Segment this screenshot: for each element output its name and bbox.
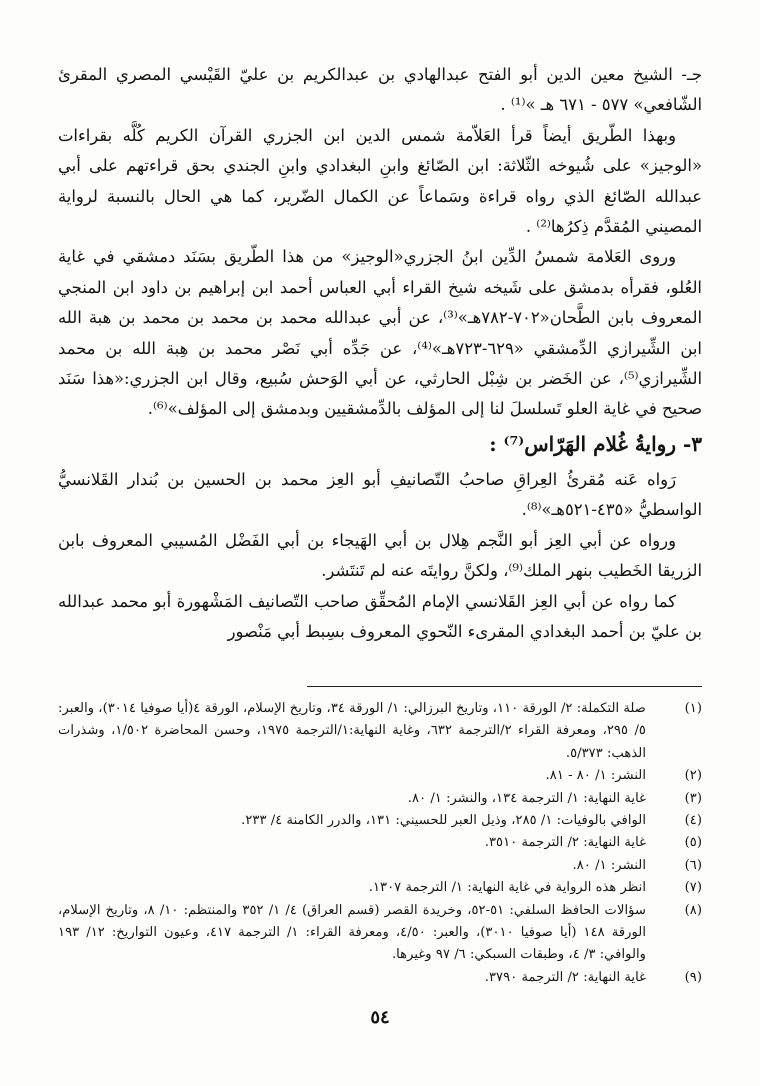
paragraph-6: كما رواه عن أبي العِز القَلانسي الإمام المُحقِّق صاحب التّصانيف المَشْهورة أبو محمد عبدالله بن عليّ بن أحمد البغدادي المقرىء النّحوي المعروف بسِبط أبي مَنْصور (58, 591, 702, 641)
paragraph-1: جـ- الشيخ معين الدين أبو الفتح عبدالهادي بن عبدالكريم بن عليّ القَيْسي المصري المقرئ الشّافعي» ٥٧٧ - ٦٧١ هـ »⁽¹⁾ . (58, 65, 702, 115)
footnote-separator (307, 686, 702, 687)
paragraph-3: وروى العَلامة شمسُ الدِّين ابنُ الجزري«الوجيز» من هذا الطّريق بسَنَد دمشقي في غاية العُلو، فقرأه بدمشق على شَيخه شيخ القراء أبي العباس أحمد ابن إبراهيم بن داود ابن المنجي المعروف بابن الطَّحان«٧٠٢-٧٨٢هـ»⁽³⁾، عن أبي عبدالله محمد بن محمد بن محمد بن هبة الله ابن الشِّيرازي الدِّمشقي «٦٢٩-٧٢٣هـ»⁽⁴⁾، عن جَدِّه أبي نَصْر محمد بن هِبة الله بن محمد الشِّيرازي⁽⁵⁾، عن الخَضر بن شِبْل الحارثي، عن أبي الوَحش سُبيع، وقال ابن الجزري:«هذا سَنَد صحيح في غاية العلو تَسلسلَ لنا إلى المؤلف بالدِّمشقيين وبدمشق إلى المؤلف»⁽⁶⁾. (58, 247, 702, 419)
footnote-5 (58, 832, 702, 854)
page-number: ٥٤ (370, 1007, 390, 1028)
footnote-text: غاية النهاية: ٢/ الترجمة ٣٥١٠. (484, 835, 646, 851)
footnote-number: (٦) (684, 857, 702, 873)
paragraph-2: وبهذا الطّريق أيضاً قرأ العَلاّمة شمس الدين ابن الجزري القرآن الكريم كُلَّه بقراءات «الوجيز» على شُيوخه الثّلاثة: ابن الصّائغ وابنِ البغدادي وابنِ الجندي بحق قراءتهم على أبي عبدالله الصّائغ الذي رواه قراءة وسَماعاً عن الكمال الضّرير، كما هي الحال بالنسبة لرواية المصيني المُقدَّم ذِكرُها⁽²⁾ . (58, 125, 702, 237)
footnote-number: (٤) (684, 813, 702, 829)
footnotes (58, 698, 702, 989)
footnote-number: (٣) (684, 790, 702, 806)
footnote-3 (58, 788, 702, 810)
footnote-text: سؤالات الحافظ السلفي: ٥١-٥٢، وخريدة القصر (قسم العراق) ٤/ ١/ ٣٥٢ والمنتظم: ١٠/ ٨، وتاريخ الإسلام، الورقة ١٤٨ (أيا صوفيا ٣٠١٠)، والعبر: ٤/٥٠، ومعرفة القراء: ١/ الترجمة ٤١٧، وعيون التواريخ: ١٢/ ١٩٣ والوافي: ٣/ ٤، وطبقات السبكي: ٦/ ٩٧ وغيرها. (58, 902, 647, 963)
footnote-4 (58, 810, 702, 832)
paragraph-4: رَواه عَنه مُقرئُ العِراقِ صاحبُ التّصانيفِ أبو العِز محمد بن الحسين بن بُندار القَلانسيُّ الواسطيُّ «٤٣٥-٥٢١هـ»⁽⁸⁾. (58, 469, 702, 520)
footnote-1 (58, 698, 702, 765)
footnote-text: الوافي بالوفيات: ١/ ٢٨٥، وذيل العبر للحسيني: ١٣١، والدرر الكامنة ٤/ ٢٣٣. (241, 813, 646, 829)
section-heading: ٣- روايةُ غُلام الهَرّاس⁽⁷⁾ : (489, 431, 702, 456)
footnote-text: النشر: ١/ ٨٠. (572, 857, 646, 873)
footnote-number: (٨) (684, 902, 702, 918)
footnote-number: (٧) (684, 880, 702, 896)
footnote-8 (58, 900, 702, 967)
footnote-text: غاية النهاية: ١/ الترجمة ١٣٤، والنشر: ١/ ٨٠. (407, 790, 646, 806)
footnote-2 (58, 765, 702, 787)
paragraph-5: ورواه عن أبي العِز أبو النَّجم هِلال بن أبي الهَيجاء بن أبي الفَضْل المُسيبي المعروف بابن الزريقا الخَطيب بنهر الملك⁽⁹⁾، ولكنَّ روايتَه عنه لم تَنتَشر. (58, 530, 702, 581)
main-text (58, 60, 702, 647)
footnote-number: (٥) (684, 835, 702, 851)
footnote-7 (58, 877, 702, 899)
footnote-text: صلة التكملة: ٢/ الورقة ١١٠، وتاريخ البرزالي: ١/ الورقة ٣٤، وتاريخ الإسلام، الورقة ٤(أيا صوفيا ٣٠١٤)، والعبر: ٥/ ٢٩٥، ومعرفة القراء ٢/الترجمة ٦٣٢، وغاية النهاية:١/الترجمة ١٩٧٥، وحسن المحاضرة ١/٥٠٢، وشذرات الذهب: ٥/٣٧٣. (58, 701, 647, 761)
footnote-number: (٩) (684, 969, 702, 985)
footnote-number: (١) (684, 701, 702, 716)
footnote-text: النشر: ١/ ٨٠ - ٨١. (545, 768, 646, 784)
footnote-number: (٢) (684, 768, 702, 784)
footnote-text: غاية النهاية: ٢/ الترجمة ٣٧٩٠. (484, 969, 646, 985)
footnote-text: انظر هذه الرواية في غاية النهاية: ١/ الترجمة ١٣٠٧. (368, 880, 646, 896)
footnote-9 (58, 967, 702, 989)
footnote-6 (58, 855, 702, 877)
